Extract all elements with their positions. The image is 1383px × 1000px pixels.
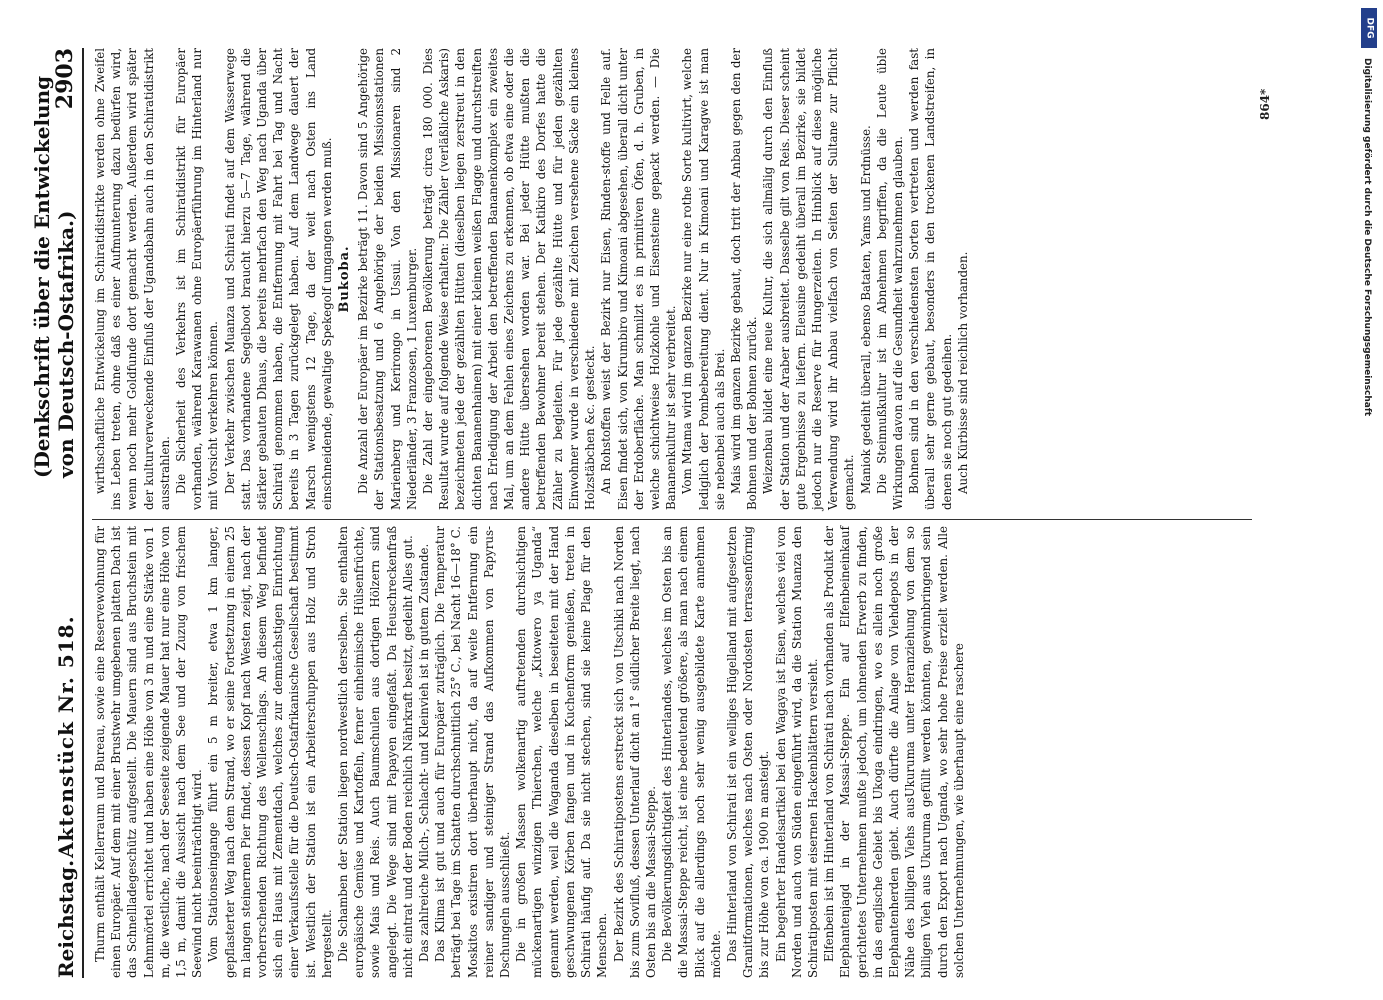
paragraph: Thurm enthält Kellerraum und Bureau, sowie eine Reservewohnung für einen Europäer. Auf dem mit einer Brustwehr umgebenen platten Dach ist das Schnellladegeschütz aufgestellt. Die Mauern sind aus Bruchstein mit Lehmmörtel errichtet und haben eine Höhe von 3 m und eine Stärke von 1 m, die westliche, nach der Seeseite zeigende Mauer hat nur eine Höhe von 1,5 m, damit die Aussicht nach dem See und der Zuzug von frischem Seewind nicht beeinträchtigt wird.	[93, 526, 205, 978]
paragraph: Elfenbein ist im Hinterland von Schirati nach vorhanden als Produkt der Elephantenjagd in der Massai-Steppe. Ein auf Elfenbeineinkauf gerichtetes Unternehmen mußte jedoch, um lohnenden Erwerb zu finden, in das englische Gebiet bis Ukoga eindringen, wo es allein noch große Elephantenherden giebt. Auch dürfte die Anlage von Viehdepots in der Nähe des billigen Viehs ausUkuruma unter Heranziehung von dem so billigen Vieh aus Ukuruma gefüllt werden könnten, gewinnbringend sein durch den Export nach Uganda, wo sehr hohe Preise erzielt werden. Alle solchen Unternehmungen, wie überhaupt eine raschere	[822, 526, 966, 978]
paragraph: Bohnen sind in den verschiedensten Sorten vertreten und werden fast überall sehr gerne gebaut, besonders in den trockenen Landstreifen, in denen sie noch gut gedeihen.	[907, 48, 954, 510]
paragraph: Vom Mtama wird im ganzen Bezirke nur eine rothe Sorte kultivirt, welche lediglich der Pombebereitung dient. Nur in Kimoani und Karagwe ist man sie nebenbei auch als Brei.	[680, 48, 727, 510]
paragraph: Das Klima ist gut und auch für Europäer zuträglich. Die Temperatur beträgt bei Tage im Schatten durchschnittlich 25° C., bei Nacht 16—18° C. Moskitos existiren dort überhaupt nicht, da auf weite Entfernung ein reiner sandiger und steiniger Strand das Aufkommen von Papyrus-Dschungeln ausschließt.	[433, 526, 513, 978]
paragraph: Die Sicherheit des Verkehrs ist im Schiratidistrikt für Europäer vorhanden, während Karawanen ohne Europäerführung im Hinterland nur mit Vorsicht verkehren können.	[174, 48, 221, 510]
header-left: Reichstag.	[54, 859, 78, 978]
paragraph: Das Hinterland von Schirati ist ein welliges Hügelland mit aufgesetzten Granitformationen, welches nach Osten oder Nordosten terrassenförmig bis zur Höhe von ca. 1900 m ansteigt.	[724, 526, 772, 978]
section-heading: Bukoba.	[337, 245, 353, 313]
paragraph: Auch Kürbisse sind reichlich vorhanden.	[955, 251, 970, 494]
paragraph: Der Verkehr zwischen Muanza und Schirati findet auf dem Wasserwege statt. Das vorhandene Segelboot braucht hierzu 5—7 Tage, während die stärker gebauten Dhaus, die bereits mehrfach den Weg nach Uganda über Schirati genommen haben, die Entfernung mit Fahrt bei Tag und Nacht bereits in 3 Tagen zurückgelegt haben. Auf dem Landwege dauert der Marsch wenigstens 12 Tage, da der weit nach Osten ins Land einschneidende, gewaltige Spekegolf umgangen werden muß.	[222, 48, 334, 510]
right-column	[92, 48, 971, 510]
credit-text: Digitalisierung gefördert durch die Deutsche Forschungsgemeinschaft	[1362, 58, 1372, 417]
paragraph: Die Steinnußkultur ist im Abnehmen begriffen, da die Leute üble Wirkungen davon auf die Gesundheit wahrzunehmen glauben.	[874, 48, 905, 510]
paragraph: Der Bezirk des Schiratipostens erstreckt sich von Utschiki nach Norden bis zum Sovifluß, dessen Unterlauf dicht an 1° südlicher Breite liegt, nach Osten bis an die Massai-Steppe.	[611, 526, 658, 978]
dfg-logo-icon	[1361, 8, 1377, 48]
paragraph: Mais wird im ganzen Bezirke gebaut, doch tritt der Anbau gegen den der Bohnen und der Bohnen zurück.	[728, 48, 760, 510]
left-column	[92, 526, 967, 978]
column-divider	[92, 519, 1252, 520]
paragraph: Die Anzahl der Europäer im Bezirke beträgt 11. Davon sind 5 Angehörige der Stationsbesatzung und 6 Angehörige der beiden Missionsstationen Marienberg und Kerirongo in Ussui. Von den Missionaren sind 2 Niederländer, 3 Franzosen, 1 Luxemburger.	[356, 48, 419, 510]
header-document-number: Aktenstück Nr. 518.	[54, 615, 78, 858]
paragraph: Ein begehrter Handelsartikel bei den Wagaya ist Eisen, welches viel von Norden und auch von Süden eingeführt wird, da die Station Muanza den Schiratiposten mit eisernen Hackenblättern versieht.	[773, 526, 820, 978]
paragraph: Weizenbau bildet eine neue Kultur, die sich allmälig durch den Einfluß der Station und der Araber ausbreitet. Dasselbe gilt von Reis. Dieser scheint gute Ergebnisse zu liefern. Eleusine gedeiht überall im Bezirke, sie bildet jedoch nur die Reserve für Hungerzeiten. In Hinblick auf diese mögliche Verwendung wird ihr Anbau vielfach von Seiten der Sultane zur Pflicht gemacht.	[761, 48, 857, 510]
paragraph: Die Schamben der Station liegen nordwestlich derselben. Sie enthalten europäische Gemüse und Kartoffeln, ferner einheimische Hülsenfrüchte, sowie Mais und Reis. Auch Baumschulen aus dortigen Hölzern sind angelegt. Die Wege sind mit Papayen eingefaßt. Da Heuschreckenfraß nicht eintrat und der Boden reichlich Nährkraft besitzt, gedeiht Alles gut.	[336, 526, 415, 978]
paragraph: Die Bevölkerungsdichtigkeit des Hinterlandes, welches im Osten bis an die Massai-Steppe reicht, ist eine bedeutend größere, als man nach einem Blick auf die allerdings noch sehr wenig ausgebildete Karte annehmen möchte.	[660, 526, 723, 978]
folio-number: 864*	[1258, 88, 1272, 120]
paragraph: An Rohstoffen weist der Bezirk nur Eisen, Rinden-stoffe und Felle auf. Eisen findet sich, von Kirumbiro und Kimoani abgesehen, überall dicht unter der Erdoberfläche. Man schmilzt es in primitiven Öfen, d. h. Gruben, in welche schichtweise Holzkohle und Eisensteine gepackt werden. — Die Bananenkultur ist sehr verbreitet.	[599, 48, 679, 510]
paragraph: Die Zahl der eingeborenen Bevölkerung beträgt circa 180 000. Dies Resultat wurde auf folgende Weise erhalten: Die Zähler (verläßliche Askaris) bezeichneten jede der gezählten Hütten (dieselben liegen zerstreut in den dichten Bananenhainen) mit einer kleinen weißen Flagge und durchstreiften nach Erledigung der Arbeit den betreffenden Bananenkomplex ein zweites Mal, um an dem Fehlen eines Zeichens zu erkennen, ob etwa eine oder die andere Hütte übersehen worden war. Bei jeder Hütte mußten die betreffenden Bewohner bereit stehen. Der Katikiro des Dorfes hatte die Zähler zu begleiten. Für jede gezählte Hütte und für jeden gezählten Einwohner wurde in verschiedene mit Zeichen versehene Säcke ein kleines Holzstäbchen &c. gesteckt.	[421, 48, 598, 510]
paragraph: Das zahlreiche Milch-, Schlacht- und Kleinvieh ist in gutem Zustande.	[417, 543, 432, 962]
page-header	[30, 48, 84, 978]
paragraph: Maniok gedeiht überall, ebenso Bataten, Yams und Erdnüsse.	[858, 125, 873, 494]
dfg-logo-text: DFG	[1364, 17, 1375, 39]
header-title: (Denkschrift über die Entwickelung von Deutsch-Ostafrika.)	[30, 75, 78, 478]
page-number: 2903	[52, 48, 78, 110]
paragraph: Vom Stationseingange führt ein 5 m breiter, etwa 1 km langer, gepflasterter Weg nach dem Strand, wo er seine Fortsetzung in einem 25 m langen steinernen Pier findet, dessen Kopf nach Westen zeigt, nach der vorherrschenden Richtung des Wellenschlags. An diesem Weg befindet sich ein Haus mit Zementdach, welches zur demnächstigen Einrichtung einer Verkaufsstelle für die Deutsch-Ostafrikanische Gesellschaft bestimmt ist. Westlich der Station ist ein Arbeiterschuppen aus Holz und Stroh hergestellt.	[206, 526, 334, 978]
paragraph: Die in großen Massen wolkenartig auftretenden durchsichtigen mückenartigen winzigen Thierchen, welche „Kitowero ya Uganda“ genannt werden, weil die Waganda dieselben in beseiteten mit der Hand geschwungenen Körben fangen und in Kuchenform genießen, treten in Schirati häufig auf. Da sie nicht stechen, sind sie keine Plage für den Menschen.	[514, 526, 610, 978]
digitization-credit	[1359, 6, 1379, 996]
paragraph: wirthschaftliche Entwickelung im Schiratidistrikte werden ohne Zweifel ins Leben treten, ohne daß es einer Aufmunterung dazu bedürfen wird, wenn noch mehr Goldfunde dort gemacht werden. Außerdem wird später der kulturverweckende Einfluß der Ugandabahn auch in den Schiratidistrikt ausstrahlen.	[93, 48, 172, 510]
